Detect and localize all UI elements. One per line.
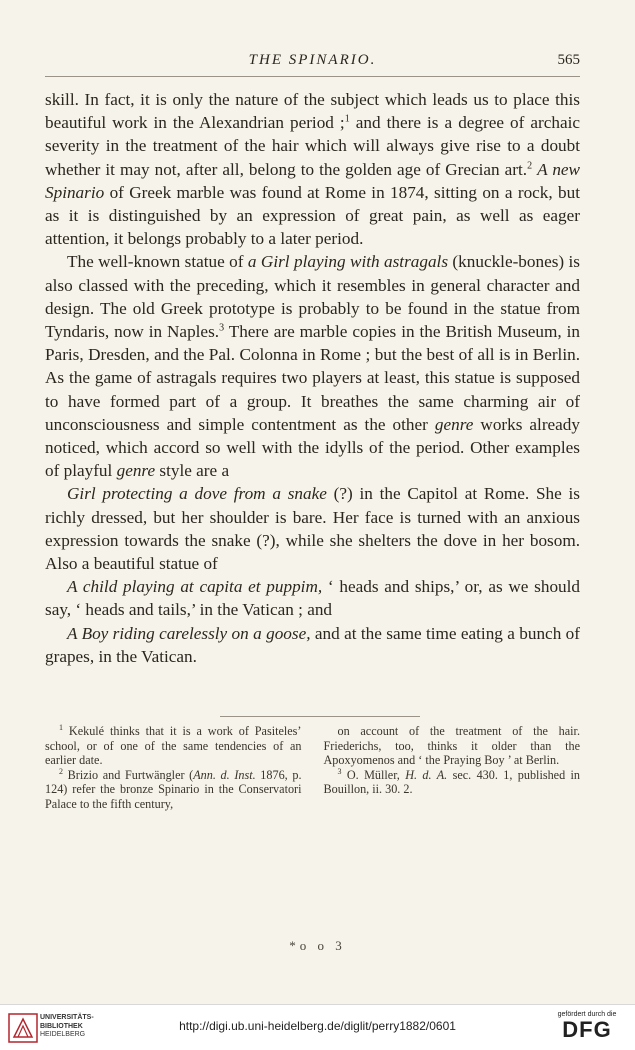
footnote (45, 724, 302, 768)
text-run: O. Müller, (341, 767, 406, 782)
italic-text: Girl protecting a dove from a snake (67, 484, 327, 504)
body-text (45, 88, 580, 668)
dfg-logo-text: DFG (562, 1017, 612, 1042)
text-run: sec. 430. 1, published in Bouillon, ii. 30. 2. (323, 767, 581, 797)
text-run: 1876, p. 124) refer the bronze Spinario in the Conservatori Palace to the fifth century, (45, 767, 302, 811)
page-number: 565 (557, 52, 580, 68)
paragraph (45, 88, 580, 250)
signature-mark: *o o 3 (289, 938, 346, 953)
paragraph (45, 482, 580, 575)
italic-text: A child playing at capita et puppim, (67, 577, 323, 597)
paragraph (45, 622, 580, 668)
header-rule (45, 76, 580, 77)
running-header (45, 52, 580, 74)
permalink-link[interactable]: http://digi.ub.uni-heidelberg.de/diglit/perry1882/0601 (179, 1019, 456, 1033)
paragraph (45, 250, 580, 482)
text-run: The well-known statue of (67, 252, 248, 272)
text-run: ‘ heads and ships,’ or, as we should say, ‘ heads and tails,’ in the Vatican ; and (45, 577, 580, 620)
text-run: (?) in the Capitol at Rome. She is richly dressed, but her shoulder is bare. Her face is turned with an anxious expression towards the snake (?), while she shelters the dove in her bosom. Also a beautiful statue of (45, 484, 580, 574)
text-run: on account of the treatment of the hair. Friederichs, too, thinks it older than the Apoxyomenos and ‘ the Praying Boy ’ at Berlin. (323, 724, 580, 768)
text-run: There are marble copies in the British Museum, in Paris, Dresden, and the Pal. Colonna in Rome ; but the best of all is in Berlin. As the game of astragals requires two players at least, this statue is supposed to have formed part of a group. It breathes the same charming air of unconsciousness and simple contentment as the other (45, 322, 581, 434)
digitization-footer (0, 1004, 635, 1050)
footnote-column-left (45, 724, 302, 812)
text-run: style are a (155, 461, 230, 481)
footnote (45, 768, 302, 812)
footnote (324, 768, 581, 797)
footnote-column-right (324, 724, 581, 812)
text-run: Kekulé thinks that it is a work of Pasiteles’ school, or of one of the same tendencies of an earlier date. (45, 724, 302, 768)
italic-text: a Girl playing with astragals (247, 252, 449, 272)
text-run: skill. In fact, it is only the nature of the subject which leads us to place this beautiful work in the Alexandrian period ; (45, 90, 580, 133)
footnote-ref: 2 (59, 766, 63, 776)
footnotes (45, 724, 580, 812)
footnote-continued (324, 724, 581, 768)
permalink (0, 1019, 635, 1033)
italic-text: H. d. A. (405, 767, 448, 782)
footnote-rule (220, 716, 420, 717)
footnote-ref: 3 (337, 766, 342, 776)
sponsor-logo[interactable] (549, 1011, 625, 1042)
text-run: Brizio and Furtwängler ( (63, 767, 194, 782)
library-name-line: UNIVERSITÄTS- (40, 1014, 94, 1021)
italic-text: A Boy riding carelessly on a goose, (67, 623, 311, 643)
text-run: (knuckle-bones) is also classed with the preceding, which it resembles in general character and design. The old Greek prototype is probably to be found in the statue from Tyndaris, now in Naples. (45, 252, 580, 342)
paragraph (45, 575, 580, 621)
text-run: of Greek marble was found at Rome in 1874, sitting on a rock, but as it is distinguished by an expression of great pain, as well as eager attention, it belongs probably to a later period. (45, 182, 580, 249)
italic-text: A new Spinario (45, 159, 581, 202)
text-run: works already noticed, which accord so well with the idylls of the period. Other examples of playful (45, 414, 580, 481)
running-title: THE SPINARIO. (248, 52, 377, 68)
text-run: and there is a degree of archaic severity in the treatment of the hair which will always give rise to a doubt whether it may not, after all, belong to the golden age of Grecian art. (45, 113, 580, 179)
italic-text: Ann. d. Inst. (193, 767, 256, 782)
footnote-ref: 3 (219, 322, 225, 334)
italic-text: genre (434, 414, 474, 434)
library-name-line: BIBLIOTHEK (40, 1022, 83, 1030)
sponsor-label: gefördert durch die (557, 1011, 617, 1018)
library-name-line: HEIDELBERG (40, 1031, 86, 1038)
footnote-ref: 1 (344, 113, 350, 125)
italic-text: genre (116, 461, 156, 481)
text-run: and at the same time eating a bunch of grapes, in the Vatican. (45, 623, 580, 666)
footnote-ref: 1 (59, 722, 63, 732)
footnote-ref: 2 (527, 159, 533, 171)
